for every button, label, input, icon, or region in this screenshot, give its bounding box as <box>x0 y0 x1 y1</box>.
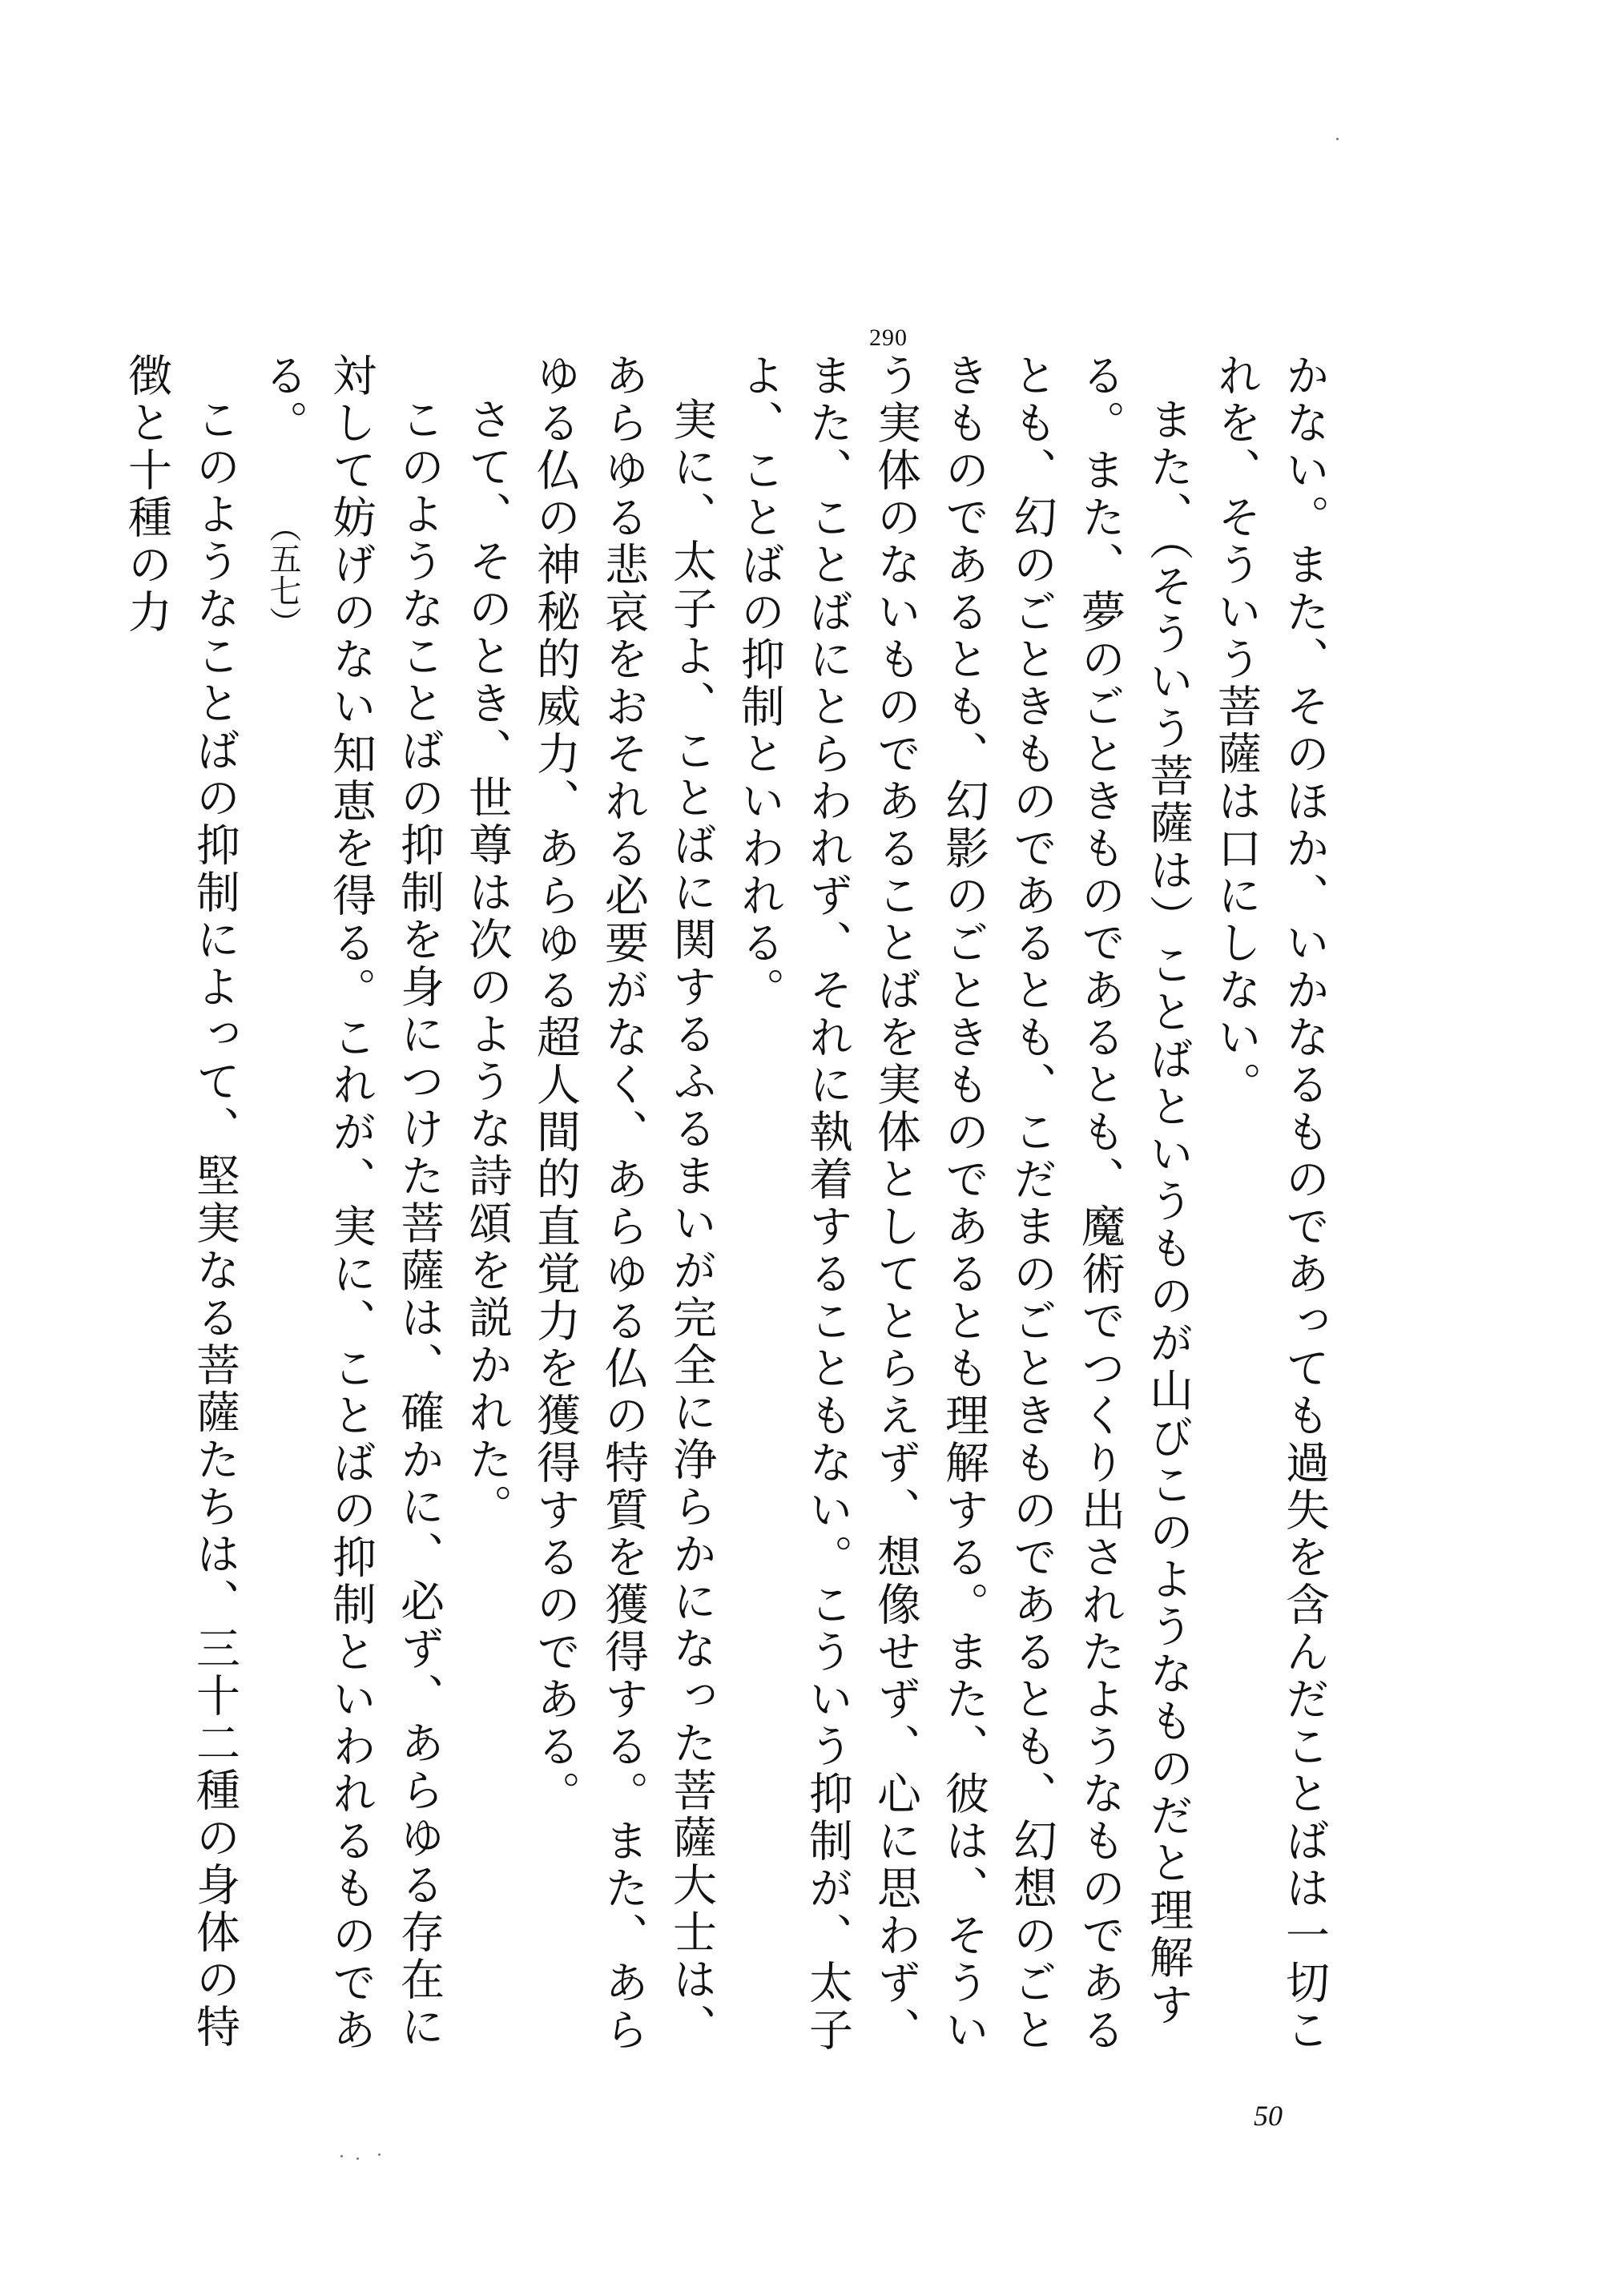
scan-speck <box>378 2153 381 2156</box>
paragraph-3: 実に、太子よ、ことばに関するふるまいが完全に浄らかになった菩薩大士は、あらゆる悲哀をおそれる必要がなく、あらゆる仏の特質を獲得する。また、あらゆる仏の神秘的威力、あらゆる超人間的直覚力を獲得するのである。 <box>530 352 717 2054</box>
verse-paragraph <box>248 352 453 2075</box>
body-text <box>121 352 1338 2075</box>
paragraph-2: また、（そういう菩薩は）ことばというものが山びこのようなものだと理解する。また、夢のごときものであるとも、魔術でつくり出されたようなものであるとも、幻のごときものであるとも、こだまのごときものであるとも、幻想のごときものであるとも、幻影のごときものであるとも理解する。また、彼は、そういう実体のないものであることばを実体としてとらえず、想像せず、心に思わず、また、ことばにとらわれず、それに執着することもない。こういう抑制が、太子よ、ことばの抑制といわれる。 <box>734 352 1194 2054</box>
paragraph-1: かない。また、そのほか、いかなるものであっても過失を含んだことばは一切これを、そういう菩薩は口にしない。 <box>1210 352 1330 2054</box>
verse-text: このようなことばの抑制を身につけた菩薩は、確かに、必ず、あらゆる存在に対して妨げのない知恵を得る。これが、実に、ことばの抑制といわれるものである。 <box>257 352 445 2054</box>
scan-speck <box>356 2157 359 2160</box>
scan-speck <box>340 2155 343 2157</box>
page-number-bottom: 50 <box>1254 2100 1283 2132</box>
paragraph-6: このようなことばの抑制によって、堅実なる菩薩たちは、三十二種の身体の特徴と十種の力 <box>121 352 240 2051</box>
scan-speck <box>1336 138 1339 140</box>
verse-number: （五七） <box>264 510 301 638</box>
paragraph-4: さて、そのとき、世尊は次のような詩頌を説かれた。 <box>461 397 513 1531</box>
page-number-top: 290 <box>869 324 908 351</box>
